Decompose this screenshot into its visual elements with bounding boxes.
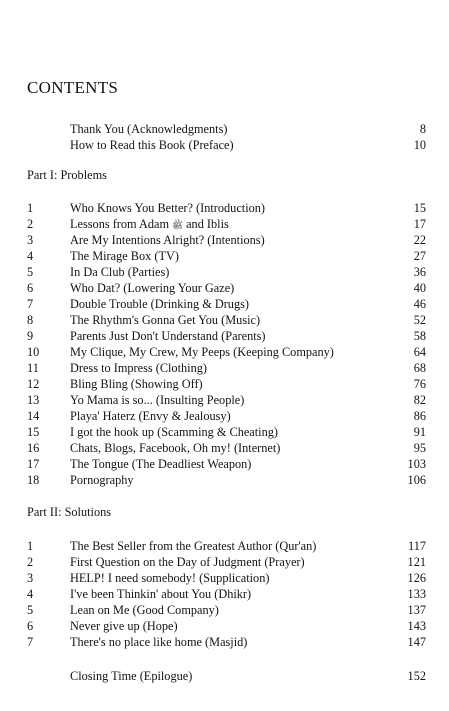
toc-entry	[0, 602, 449, 618]
entry-number: 1	[27, 201, 34, 215]
entry-title: Lean on Me (Good Company)	[70, 603, 219, 617]
entry-title: Are My Intentions Alright? (Intentions)	[70, 233, 265, 247]
salutation-glyph: ﷺ	[172, 221, 184, 231]
toc-entry	[0, 586, 449, 602]
toc-entry	[0, 232, 449, 248]
entry-page: 91	[413, 425, 426, 439]
entry-page: 64	[413, 345, 426, 359]
toc-entry	[0, 472, 449, 488]
toc-entry	[0, 570, 449, 586]
entry-title: Chats, Blogs, Facebook, Oh my! (Internet)	[70, 441, 281, 455]
entry-page: 68	[413, 361, 426, 375]
toc-entry	[0, 216, 449, 232]
entry-page: 137	[407, 603, 426, 617]
entry-title: Thank You (Acknowledgments)	[70, 122, 228, 136]
toc-entry	[0, 264, 449, 280]
entry-title: Never give up (Hope)	[70, 619, 178, 633]
part-heading: Part II: Solutions	[27, 505, 112, 519]
entry-page: 117	[408, 539, 426, 553]
entry-title: There's no place like home (Masjid)	[70, 635, 248, 649]
entry-number: 6	[27, 619, 34, 633]
entry-page: 121	[407, 555, 426, 569]
entry-number: 4	[27, 587, 34, 601]
entry-page: 15	[413, 201, 426, 215]
entry-title: HELP! I need somebody! (Supplication)	[70, 571, 270, 585]
entry-page: 46	[413, 297, 426, 311]
entry-title: The Rhythm's Gonna Get You (Music)	[70, 313, 261, 327]
toc-entry	[0, 618, 449, 634]
entry-number: 16	[27, 441, 40, 455]
toc-entry	[0, 456, 449, 472]
entry-title: In Da Club (Parties)	[70, 265, 170, 279]
entry-title: Parents Just Don't Understand (Parents)	[70, 329, 266, 343]
entry-title: Closing Time (Epilogue)	[70, 669, 193, 683]
entry-title: The Best Seller from the Greatest Author (Qur'an)	[70, 539, 317, 553]
entry-number: 7	[27, 297, 34, 311]
entry-title: My Clique, My Crew, My Peeps (Keeping Company)	[70, 345, 334, 359]
entry-number: 8	[27, 313, 34, 327]
toc-entry	[0, 360, 449, 376]
toc-entry	[0, 248, 449, 264]
entry-number: 5	[27, 265, 34, 279]
toc-entry	[0, 328, 449, 344]
toc-entry	[0, 424, 449, 440]
entry-page: 27	[413, 249, 426, 263]
entry-number: 15	[27, 425, 40, 439]
entry-title: How to Read this Book (Preface)	[70, 138, 234, 152]
entry-page: 76	[413, 377, 426, 391]
page-title: CONTENTS	[27, 78, 119, 97]
entry-title: Bling Bling (Showing Off)	[70, 377, 203, 391]
entry-title: Yo Mama is so... (Insulting People)	[70, 393, 245, 407]
toc-entry	[0, 440, 449, 456]
entry-page: 95	[413, 441, 426, 455]
entry-page: 17	[413, 217, 426, 231]
toc-entry	[0, 280, 449, 296]
entry-page: 103	[407, 457, 426, 471]
entry-page: 36	[413, 265, 426, 279]
entry-number: 1	[27, 539, 34, 553]
entry-page: 152	[407, 669, 426, 683]
toc-entry	[0, 344, 449, 360]
entry-number: 5	[27, 603, 34, 617]
entry-page: 22	[413, 233, 426, 247]
entry-number: 2	[27, 217, 34, 231]
toc-entry	[0, 296, 449, 312]
entry-page: 58	[413, 329, 426, 343]
entry-number: 14	[27, 409, 40, 423]
entry-number: 9	[27, 329, 34, 343]
entry-page: 40	[413, 281, 426, 295]
toc-entry	[0, 408, 449, 424]
toc-entry	[0, 376, 449, 392]
entry-title: I've been Thinkin' about You (Dhikr)	[70, 587, 252, 601]
entry-number: 7	[27, 635, 34, 649]
entry-number: 18	[27, 473, 40, 487]
toc-entry	[0, 121, 449, 137]
entry-page: 8	[419, 122, 426, 136]
entry-title: Lessons from Adam ﷺ and Iblis	[70, 217, 229, 231]
entry-number: 6	[27, 281, 34, 295]
entry-number: 17	[27, 457, 40, 471]
toc-entry	[0, 137, 449, 153]
entry-title: The Mirage Box (TV)	[70, 249, 179, 263]
entry-page: 126	[407, 571, 426, 585]
entry-title: Who Dat? (Lowering Your Gaze)	[70, 281, 235, 295]
entry-page: 52	[413, 313, 426, 327]
entry-number: 13	[27, 393, 40, 407]
entry-title: First Question on the Day of Judgment (Prayer)	[70, 555, 305, 569]
entry-title: Double Trouble (Drinking & Drugs)	[70, 297, 249, 311]
entry-page: 147	[407, 635, 426, 649]
part-heading: Part I: Problems	[27, 168, 107, 182]
entry-page: 106	[407, 473, 426, 487]
entry-page: 86	[413, 409, 426, 423]
entry-title: Who Knows You Better? (Introduction)	[70, 201, 266, 215]
entry-page: 133	[407, 587, 426, 601]
toc-entry	[0, 392, 449, 408]
entry-number: 11	[27, 361, 39, 375]
toc-entry	[0, 312, 449, 328]
entry-title: Dress to Impress (Clothing)	[70, 361, 207, 375]
entry-page: 10	[413, 138, 426, 152]
entry-number: 4	[27, 249, 34, 263]
entry-page: 143	[407, 619, 426, 633]
entry-number: 2	[27, 555, 34, 569]
entry-title: I got the hook up (Scamming & Cheating)	[70, 425, 278, 439]
entry-number: 10	[27, 345, 40, 359]
entry-page: 82	[413, 393, 426, 407]
entry-title: The Tongue (The Deadliest Weapon)	[70, 457, 252, 471]
toc-entry	[0, 200, 449, 216]
entry-title: Pornography	[70, 473, 134, 487]
toc-entry	[0, 554, 449, 570]
entry-number: 12	[27, 377, 40, 391]
entry-title: Playa' Haterz (Envy & Jealousy)	[70, 409, 231, 423]
toc-entry	[0, 538, 449, 554]
toc-entry	[0, 634, 449, 650]
entry-number: 3	[27, 233, 34, 247]
toc-entry	[0, 668, 449, 684]
entry-number: 3	[27, 571, 34, 585]
